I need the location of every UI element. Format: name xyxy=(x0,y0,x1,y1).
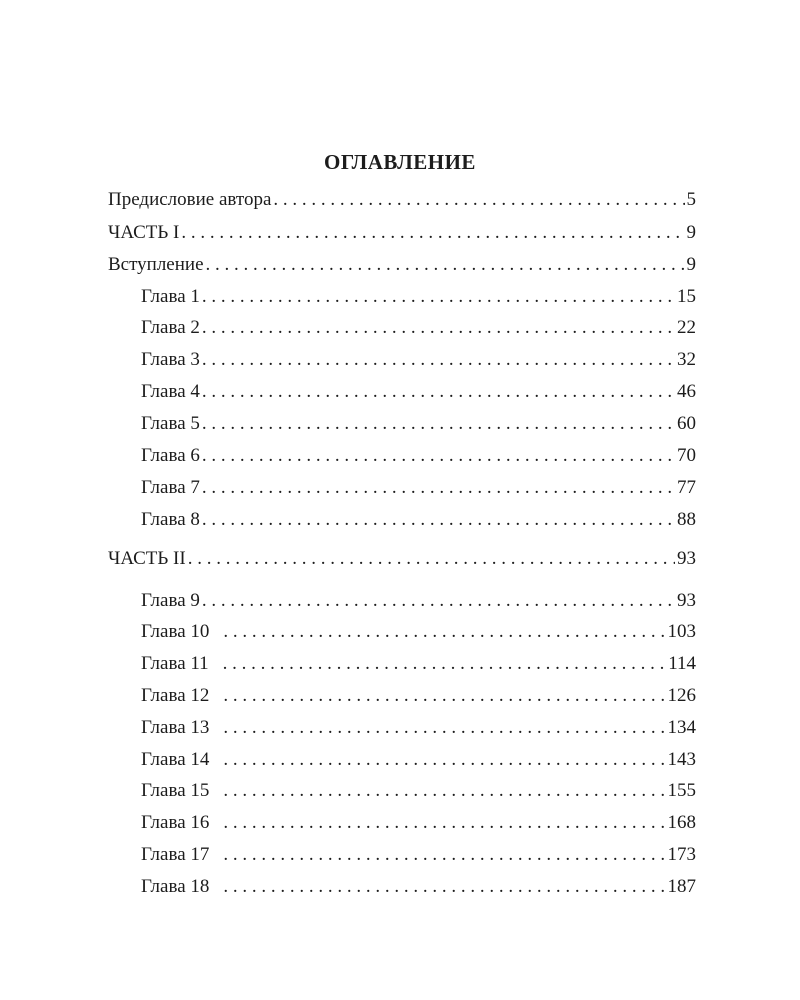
dot-leader xyxy=(206,253,685,277)
toc-entry-chapter-9[interactable] xyxy=(141,589,696,613)
toc-entry-page: 93 xyxy=(677,548,696,569)
toc-entry-chapter-10[interactable] xyxy=(141,620,696,644)
toc-entry-label: Глава 13 xyxy=(141,717,210,738)
dot-leader xyxy=(202,285,675,309)
toc-entry-label: ЧАСТЬ I xyxy=(108,222,180,243)
toc-entry-chapter-16[interactable] xyxy=(141,811,696,835)
toc-entry-chapter-7[interactable] xyxy=(141,476,696,500)
toc-entry-chapter-5[interactable] xyxy=(141,412,696,436)
toc-entry-chapter-15[interactable] xyxy=(141,779,696,803)
toc-entry-label: Глава 7 xyxy=(141,477,200,498)
toc-entry-page: 22 xyxy=(677,317,696,338)
dot-leader xyxy=(202,444,675,468)
dot-leader xyxy=(181,221,684,245)
dot-leader xyxy=(223,811,665,835)
toc-entry-label: Глава 2 xyxy=(141,317,200,338)
dot-leader xyxy=(223,620,665,644)
toc-entry-chapter-8[interactable] xyxy=(141,508,696,532)
dot-leader xyxy=(202,380,675,404)
toc-entry-label: Глава 15 xyxy=(141,780,210,801)
dot-leader xyxy=(202,316,675,340)
dot-leader xyxy=(223,843,665,867)
toc-entry-chapter-14[interactable] xyxy=(141,748,696,772)
toc-entry-chapter-4[interactable] xyxy=(141,380,696,404)
toc-entry-label: Глава 18 xyxy=(141,876,210,897)
toc-entry-label: Глава 14 xyxy=(141,749,210,770)
dot-leader xyxy=(223,779,665,803)
dot-leader xyxy=(223,716,665,740)
toc-entry-page: 32 xyxy=(677,349,696,370)
dot-leader xyxy=(202,412,675,436)
toc-entry-label: ЧАСТЬ II xyxy=(108,548,186,569)
toc-entry-chapter-12[interactable] xyxy=(141,684,696,708)
dot-leader xyxy=(202,589,675,613)
toc-entry-chapter-17[interactable] xyxy=(141,843,696,867)
toc-entry-page: 93 xyxy=(677,590,696,611)
dot-leader xyxy=(273,188,684,212)
toc-entry-label: Глава 8 xyxy=(141,509,200,530)
toc-entry-label: Глава 6 xyxy=(141,445,200,466)
toc-entry-label: Глава 4 xyxy=(141,381,200,402)
toc-entry-page: 155 xyxy=(667,780,696,801)
toc-entry-label: Глава 3 xyxy=(141,349,200,370)
toc-entry-chapter-11[interactable] xyxy=(141,652,696,676)
toc-entry-label: Глава 11 xyxy=(141,653,209,674)
toc-entry-page: 173 xyxy=(667,844,696,865)
toc-entry-page: 168 xyxy=(667,812,696,833)
dot-leader xyxy=(223,875,665,899)
toc-entry-chapter-3[interactable] xyxy=(141,348,696,372)
toc-entry-page: 88 xyxy=(677,509,696,530)
toc-entry-page: 134 xyxy=(667,717,696,738)
toc-entry-chapter-18[interactable] xyxy=(141,875,696,899)
toc-entry-page: 187 xyxy=(667,876,696,897)
toc-entry-page: 126 xyxy=(667,685,696,706)
toc-entry-page: 5 xyxy=(686,189,696,210)
dot-leader xyxy=(223,684,665,708)
toc-entry-chapter-6[interactable] xyxy=(141,444,696,468)
toc-entry-page: 103 xyxy=(667,621,696,642)
toc-entry-page: 9 xyxy=(686,254,696,275)
dot-leader xyxy=(202,476,675,500)
toc-entry-page: 114 xyxy=(668,653,696,674)
toc-entry-page: 70 xyxy=(677,445,696,466)
toc-entry-page: 9 xyxy=(686,222,696,243)
dot-leader xyxy=(223,652,667,676)
toc-entry-label: Глава 10 xyxy=(141,621,210,642)
toc-entry-label: Глава 9 xyxy=(141,590,200,611)
toc-entry-preface[interactable] xyxy=(108,188,696,212)
toc-entry-label: Глава 16 xyxy=(141,812,210,833)
toc-entry-part-2[interactable] xyxy=(108,547,696,571)
toc-entry-label: Предисловие автора xyxy=(108,189,272,210)
dot-leader xyxy=(223,748,665,772)
toc-entry-label: Глава 17 xyxy=(141,844,210,865)
toc-entry-label: Вступление xyxy=(108,254,204,275)
toc-entry-page: 143 xyxy=(667,749,696,770)
toc-entry-introduction[interactable] xyxy=(108,253,696,277)
page-title: ОГЛАВЛЕНИЕ xyxy=(324,150,476,174)
toc-entry-chapter-2[interactable] xyxy=(141,316,696,340)
toc-entry-page: 15 xyxy=(677,286,696,307)
toc-entry-chapter-13[interactable] xyxy=(141,716,696,740)
toc-entry-label: Глава 12 xyxy=(141,685,210,706)
dot-leader xyxy=(188,547,675,571)
dot-leader xyxy=(202,348,675,372)
dot-leader xyxy=(202,508,675,532)
toc-entry-label: Глава 1 xyxy=(141,286,200,307)
toc-entry-chapter-1[interactable] xyxy=(141,285,696,309)
toc-entry-label: Глава 5 xyxy=(141,413,200,434)
toc-entry-page: 46 xyxy=(677,381,696,402)
toc-entry-page: 77 xyxy=(677,477,696,498)
toc-entry-part-1[interactable] xyxy=(108,221,696,245)
toc-entry-page: 60 xyxy=(677,413,696,434)
